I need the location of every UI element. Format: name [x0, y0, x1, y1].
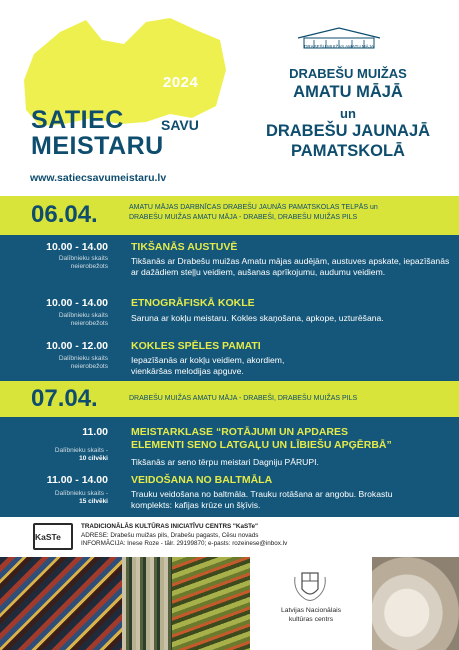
event-capacity-line2: 15 cilvēki: [79, 498, 108, 505]
event-capacity: [55, 447, 108, 463]
woven-textile-photo: [172, 557, 250, 650]
date-bar-day1: [0, 196, 459, 235]
event-title-line1: MEISTARKLASE “ROTĀJUMI UN APDARES: [131, 426, 349, 438]
website-link[interactable]: www.satiecsavumeistaru.lv: [30, 172, 167, 184]
date-day1: 06.04.: [31, 201, 98, 228]
event-time: 10.00 - 12.00: [46, 340, 108, 352]
logo-caption: DRABEŠU MUIŽAS AMATU MĀJA: [304, 44, 374, 49]
day1-events: [0, 235, 459, 381]
title-meistaru: MEISTARU: [31, 132, 164, 160]
lnc-logo-block: [250, 557, 372, 650]
location-day2: DRABEŠU MUIŽAS AMATU MĀJA - DRABEŠI, DRABEŠU MUIŽAS PILS: [129, 395, 358, 402]
day2-events: [0, 417, 459, 517]
lnc-name-line1: Latvijas Nacionālais: [280, 607, 342, 614]
event-capacity: [55, 490, 108, 506]
event-title: VEIDOŠANA NO BALTMĀLA: [131, 474, 273, 486]
event-time: 11.00 - 14.00: [46, 474, 108, 486]
event-description: Tikšanās ar Drabešu muižas Amatu mājas audējām, austuves apskate, iepazīšanās ar dažādiem steļļu veidiem, aušanas aprīkojumu, audumu veidiem.: [131, 256, 450, 277]
location-day1-line2: DRABEŠU MUIŽAS AMATU MĀJA - DRABEŠI, DRABEŠU MUIŽAS PILS: [129, 213, 358, 221]
event-description: Trauku veidošana no baltmāla. Trauku rotāšana ar angobu. Brokastu komplekts: kafijas krūze un šķīvis.: [131, 489, 393, 510]
coat-of-arms-icon: [291, 569, 329, 603]
location-day1-line1: AMATU MĀJAS DARBNĪCAS DRABEŠU JAUNĀS PAMATSKOLAS TELPĀS un: [129, 204, 378, 211]
loom-thread-photo: [122, 557, 172, 650]
event-title: [131, 426, 392, 452]
venue-line-1: DRABEŠU MUIŽAS: [289, 66, 407, 81]
location-day1: [129, 203, 378, 222]
event-title: ETNOGRĀFISKĀ KOKLE: [131, 297, 255, 309]
kaste-logo-text: KaSTe: [35, 532, 61, 542]
event-capacity-line1: Dalībnieku skaits -: [54, 447, 108, 454]
lnc-name: [250, 607, 372, 624]
event-capacity: [59, 355, 108, 371]
venue-line-4: DRABEŠU JAUNAJĀ: [265, 122, 431, 140]
org-name: TRADICIONĀLĀS KULTŪRAS INICIATĪVU CENTRS "KaSTe": [81, 523, 259, 530]
event-capacity-line2: neierobežots: [70, 363, 108, 370]
event-capacity-line2: neierobežots: [70, 263, 108, 270]
venue-line-3: un: [340, 106, 356, 121]
event-title-line2: ELEMENTI SENO LATGAĻU UN LĪBIEŠU APĢĒRBĀ”: [131, 439, 392, 451]
event-capacity-line1: Dalībnieku skaits -: [54, 490, 108, 497]
event-capacity-line1: Dalībnieku skaits: [58, 255, 108, 262]
event-time: 10.00 - 14.00: [46, 297, 108, 309]
event-capacity-line2: neierobežots: [70, 320, 108, 327]
title-satiec: SATIEC: [31, 106, 124, 134]
venue-line-2: AMATU MĀJĀ: [293, 83, 403, 101]
header: [0, 0, 459, 196]
title-savu: SAVU: [161, 117, 199, 133]
event-capacity-line1: Dalībnieku skaits: [58, 312, 108, 319]
event-year: 2024: [163, 74, 199, 91]
event-time: 11.00: [82, 426, 108, 438]
event-capacity-line2: 10 cilvēki: [79, 455, 108, 462]
woven-belts-photo: [0, 557, 122, 650]
ceramic-cups-photo: [372, 557, 459, 650]
event-time: 10.00 - 14.00: [46, 241, 108, 253]
event-title: TIKŠANĀS AUSTUVĒ: [131, 241, 238, 253]
org-address: ADRESE: Drabešu muižas pils, Drabešu pagasts, Cēsu novads: [81, 532, 259, 539]
org-contact-info: INFORMĀCIJA: Inese Roze - tālr. 29199870; e-pasts: rozeinese@inbox.lv: [81, 540, 288, 547]
event-title: KOKLES SPĒLES PAMATI: [131, 340, 261, 352]
event-description: Tikšanās ar seno tērpu meistari Dagniju PĀRUPI.: [131, 457, 319, 467]
event-description: Iepazīšanās ar kokļu veidiem, akordiem, vienkāršas melodijas apguve.: [131, 355, 285, 376]
event-capacity-line1: Dalībnieku skaits: [58, 355, 108, 362]
date-bar-day2: [0, 381, 459, 417]
date-day2: 07.04.: [31, 385, 98, 412]
event-capacity: [59, 255, 108, 271]
venue-line-5: PAMATSKOLĀ: [291, 142, 405, 160]
event-description: Saruna ar kokļu meistaru. Kokles skaņošana, apkope, uzturēšana.: [131, 313, 384, 323]
venue-title: [258, 66, 438, 161]
event-capacity: [59, 312, 108, 328]
lnc-name-line2: kultūras centrs: [288, 615, 334, 623]
footer: [0, 517, 459, 650]
